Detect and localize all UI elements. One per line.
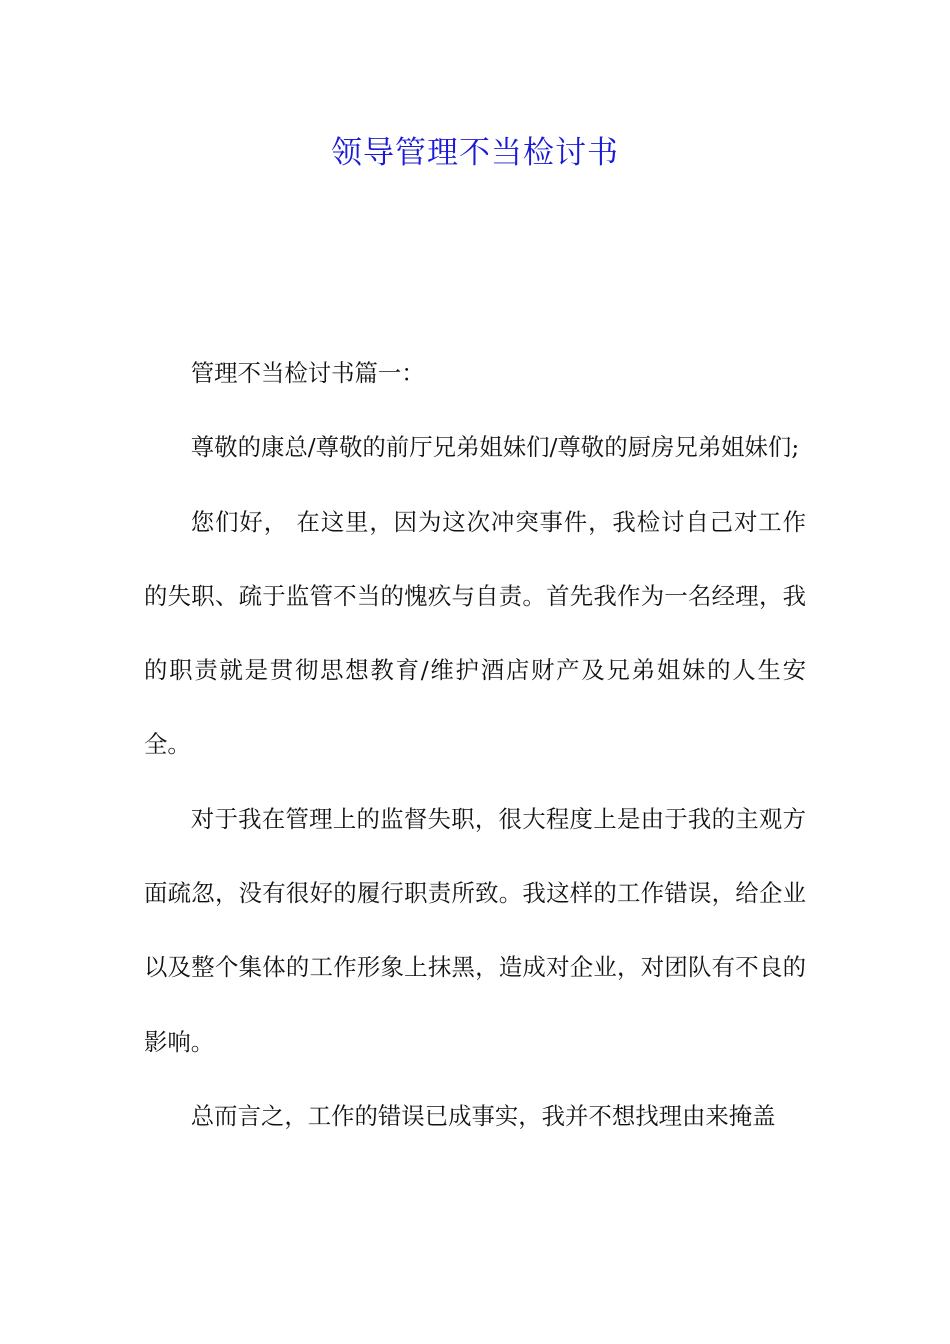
paragraph-responsibility: 对于我在管理上的监督失职，很大程度上是由于我的主观方面疏忽，没有很好的履行职责所致。我这样的工作错误，给企业以及整个集体的工作形象上抹黑，造成对企业，对团队有不良的影响。 bbox=[144, 804, 806, 1056]
document-title: 领导管理不当检讨书 bbox=[331, 135, 619, 171]
section-heading: 管理不当检讨书篇一： bbox=[190, 359, 425, 387]
document-body bbox=[144, 336, 806, 1153]
paragraph-greeting: 您们好， 在这里，因为这次冲突事件，我检讨自己对工作的失职、疏于监管不当的愧疚与自责。首先我作为一名经理，我的职责就是贯彻思想教育/维护酒店财产及兄弟姐妹的人生安全。 bbox=[144, 507, 806, 759]
paragraph-salutation: 尊敬的康总/尊敬的前厅兄弟姐妹们/尊敬的厨房兄弟姐妹们; bbox=[190, 433, 800, 462]
paragraph-conclusion: 总而言之，工作的错误已成事实，我并不想找理由来掩盖 bbox=[190, 1101, 776, 1130]
